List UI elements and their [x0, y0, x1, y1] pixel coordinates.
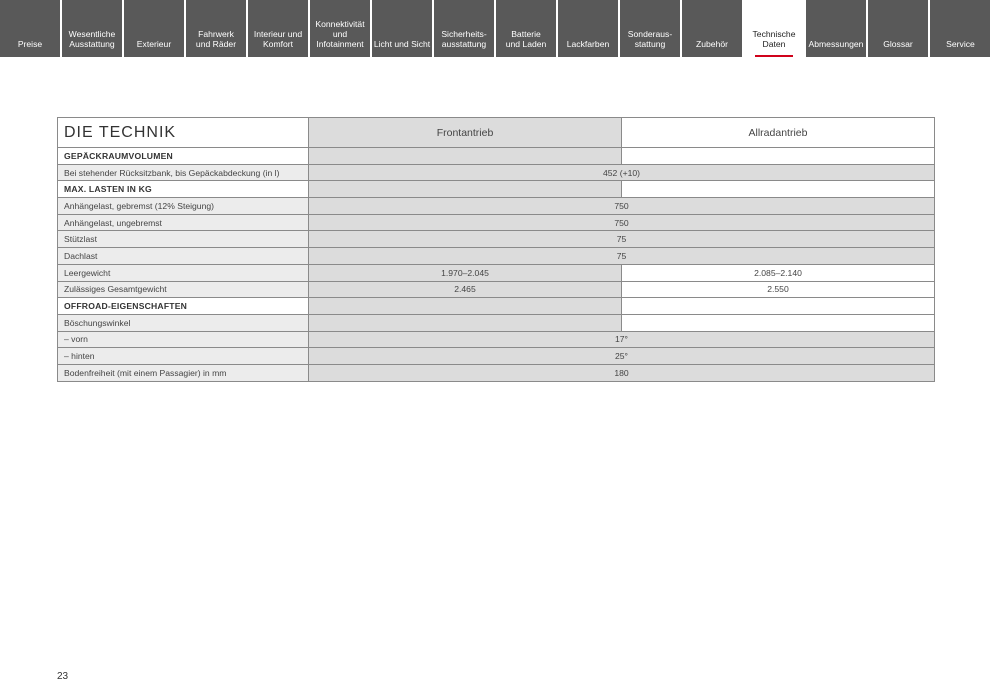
- nav-tab-14[interactable]: Glossar: [868, 0, 928, 57]
- table-title: DIE TECHNIK: [58, 118, 309, 148]
- nav-tab-9[interactable]: Lackfarben: [558, 0, 618, 57]
- cell-value-both: 452 (+10): [309, 164, 935, 181]
- section-row: [58, 148, 935, 165]
- cell-frontantrieb: 1.970–2.045: [309, 264, 622, 281]
- nav-tab-10[interactable]: Sonderaus- stattung: [620, 0, 680, 57]
- row-label: – hinten: [58, 348, 309, 365]
- column-header-frontantrieb: Frontantrieb: [309, 118, 622, 148]
- row-label: Bei stehender Rücksitzbank, bis Gepäckabdeckung (in l): [58, 164, 309, 181]
- cell-allradantrieb: [622, 314, 935, 331]
- cell-frontantrieb: 2.465: [309, 281, 622, 298]
- cell-value-both: 17°: [309, 331, 935, 348]
- table-row: [58, 231, 935, 248]
- cell-value-both: 750: [309, 198, 935, 215]
- table-row: [58, 348, 935, 365]
- nav-tab-3[interactable]: Fahrwerk und Räder: [186, 0, 246, 57]
- cell-frontantrieb: [309, 148, 622, 165]
- cell-value-both: 75: [309, 248, 935, 265]
- cell-frontantrieb: [309, 298, 622, 315]
- nav-tab-11[interactable]: Zubehör: [682, 0, 742, 57]
- table-row: [58, 314, 935, 331]
- row-label: Leergewicht: [58, 264, 309, 281]
- table-row: [58, 248, 935, 265]
- row-label: Zulässiges Gesamtgewicht: [58, 281, 309, 298]
- cell-allradantrieb: [622, 298, 935, 315]
- nav-tab-7[interactable]: Sicherheits- ausstattung: [434, 0, 494, 57]
- row-label: Stützlast: [58, 231, 309, 248]
- section-row: [58, 298, 935, 315]
- nav-tab-4[interactable]: Interieur und Komfort: [248, 0, 308, 57]
- cell-value-both: 750: [309, 214, 935, 231]
- tech-specs-table: [57, 117, 935, 382]
- cell-frontantrieb: [309, 314, 622, 331]
- table-row: [58, 364, 935, 381]
- section-label: MAX. LASTEN IN KG: [58, 181, 309, 198]
- table-row: [58, 281, 935, 298]
- nav-tab-5[interactable]: Konnektivität und Infotainment: [310, 0, 370, 57]
- cell-allradantrieb: 2.550: [622, 281, 935, 298]
- table-row: [58, 331, 935, 348]
- nav-tab-2[interactable]: Exterieur: [124, 0, 184, 57]
- row-label: Böschungswinkel: [58, 314, 309, 331]
- cell-value-both: 25°: [309, 348, 935, 365]
- cell-allradantrieb: [622, 148, 935, 165]
- nav-tab-1[interactable]: Wesentliche Ausstattung: [62, 0, 122, 57]
- cell-value-both: 75: [309, 231, 935, 248]
- cell-value-both: 180: [309, 364, 935, 381]
- table-header-row: [58, 118, 935, 148]
- row-label: Anhängelast, gebremst (12% Steigung): [58, 198, 309, 215]
- row-label: Bodenfreiheit (mit einem Passagier) in mm: [58, 364, 309, 381]
- row-label: – vorn: [58, 331, 309, 348]
- section-label: GEPÄCKRAUMVOLUMEN: [58, 148, 309, 165]
- section-row: [58, 181, 935, 198]
- nav-tab-8[interactable]: Batterie und Laden: [496, 0, 556, 57]
- page-number: 23: [57, 671, 69, 682]
- nav-tab-15[interactable]: Service: [930, 0, 990, 57]
- table-row: [58, 214, 935, 231]
- row-label: Anhängelast, ungebremst: [58, 214, 309, 231]
- nav-tab-12[interactable]: Technische Daten: [744, 0, 804, 57]
- table-row: [58, 198, 935, 215]
- nav-tab-6[interactable]: Licht und Sicht: [372, 0, 432, 57]
- nav-tab-0[interactable]: Preise: [0, 0, 60, 57]
- section-label: OFFROAD-EIGENSCHAFTEN: [58, 298, 309, 315]
- table-row: [58, 164, 935, 181]
- cell-frontantrieb: [309, 181, 622, 198]
- table-row: [58, 264, 935, 281]
- row-label: Dachlast: [58, 248, 309, 265]
- section-nav: [0, 0, 990, 57]
- nav-tab-13[interactable]: Abmessungen: [806, 0, 866, 57]
- cell-allradantrieb: [622, 181, 935, 198]
- cell-allradantrieb: 2.085–2.140: [622, 264, 935, 281]
- column-header-allradantrieb: Allradantrieb: [622, 118, 935, 148]
